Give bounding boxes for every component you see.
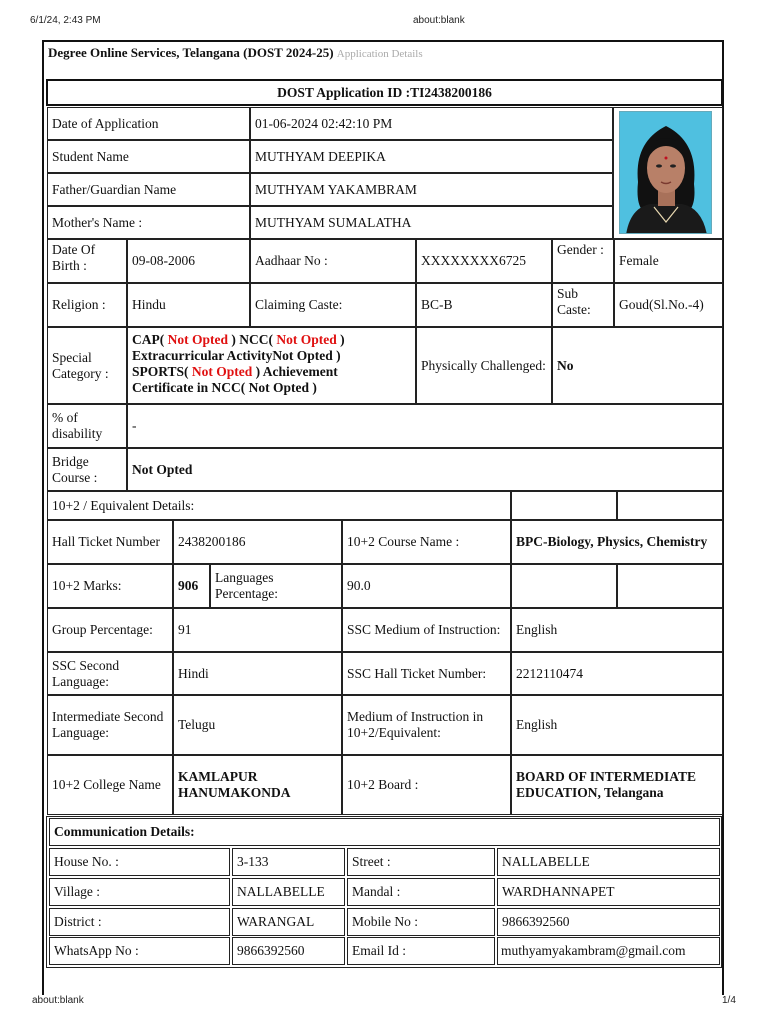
- house-no-value: 3-133: [232, 848, 345, 876]
- gender-label: Gender :: [552, 239, 614, 283]
- board-label: 10+2 Board :: [342, 755, 511, 815]
- aadhaar-value: XXXXXXXX6725: [416, 239, 552, 283]
- empty-cell: [511, 491, 617, 520]
- physically-challenged-label: Physically Challenged:: [416, 327, 552, 404]
- languages-percentage-value: 90.0: [342, 564, 511, 608]
- sub-caste-label: Sub Caste:: [552, 283, 614, 327]
- inter-medium-value: English: [511, 695, 723, 755]
- print-datetime: 6/1/24, 2:43 PM: [30, 15, 101, 26]
- college-name-label: 10+2 College Name: [47, 755, 173, 815]
- page-subtitle: Application Details: [336, 48, 423, 60]
- religion-label: Religion :: [47, 283, 127, 327]
- application-id: DOST Application ID :TI2438200186: [46, 79, 723, 106]
- college-name-value: KAMLAPUR HANUMAKONDA: [173, 755, 342, 815]
- marks-label: 10+2 Marks:: [47, 564, 173, 608]
- disability-label: % of disability: [47, 404, 127, 448]
- dob-label: Date Of Birth :: [47, 239, 127, 283]
- page-title: Degree Online Services, Telangana (DOST 2024-25) Application Details: [48, 45, 423, 60]
- inter-second-language-label: Intermediate Second Language:: [47, 695, 173, 755]
- languages-percentage-label: Languages Percentage:: [210, 564, 342, 608]
- course-name-label: 10+2 Course Name :: [342, 520, 511, 564]
- group-percentage-value: 91: [173, 608, 342, 652]
- street-value: NALLABELLE: [497, 848, 720, 876]
- bridge-course-value: Not Opted: [127, 448, 723, 491]
- print-footer: [0, 995, 768, 1011]
- mother-name-label: Mother's Name :: [47, 206, 250, 239]
- student-name-value: MUTHYAM DEEPIKA: [250, 140, 613, 173]
- bridge-course-label: Bridge Course :: [47, 448, 127, 491]
- date-of-application-value: 01-06-2024 02:42:10 PM: [250, 107, 613, 140]
- student-photo-image: [620, 112, 712, 234]
- whatsapp-label: WhatsApp No :: [49, 937, 230, 965]
- mobile-value: 9866392560: [497, 908, 720, 936]
- aadhaar-label: Aadhaar No :: [250, 239, 416, 283]
- special-category-value: CAP( Not Opted ) NCC( Not Opted ) Extracurricular ActivityNot Opted ) SPORTS( Not Opted ) Achievement Certificate in NCC( Not Opted ): [127, 327, 416, 404]
- hall-ticket-label: Hall Ticket Number: [47, 520, 173, 564]
- empty-cell: [617, 564, 723, 608]
- inter-second-language-value: Telugu: [173, 695, 342, 755]
- student-name-label: Student Name: [47, 140, 250, 173]
- mobile-label: Mobile No :: [347, 908, 495, 936]
- father-name-value: MUTHYAM YAKAMBRAM: [250, 173, 613, 206]
- empty-cell: [617, 491, 723, 520]
- village-label: Village :: [49, 878, 230, 906]
- hall-ticket-value: 2438200186: [173, 520, 342, 564]
- ssc-medium-value: English: [511, 608, 723, 652]
- mandal-label: Mandal :: [347, 878, 495, 906]
- district-value: WARANGAL: [232, 908, 345, 936]
- house-no-label: House No. :: [49, 848, 230, 876]
- inter-medium-label: Medium of Instruction in 10+2/Equivalent:: [342, 695, 511, 755]
- district-label: District :: [49, 908, 230, 936]
- print-header: [0, 15, 768, 31]
- course-name-value: BPC-Biology, Physics, Chemistry: [511, 520, 723, 564]
- ssc-second-language-value: Hindi: [173, 652, 342, 695]
- disability-value: -: [127, 404, 723, 448]
- ssc-second-language-label: SSC Second Language:: [47, 652, 173, 695]
- religion-value: Hindu: [127, 283, 250, 327]
- print-url: about:blank: [413, 15, 465, 26]
- cap-status: Not Opted: [167, 332, 228, 347]
- print-footer-url: about:blank: [32, 995, 84, 1006]
- ssc-hall-ticket-value: 2212110474: [511, 652, 723, 695]
- student-photo: [619, 111, 712, 234]
- ncc-status: Not Opted: [276, 332, 337, 347]
- date-of-application-label: Date of Application: [47, 107, 250, 140]
- father-name-label: Father/Guardian Name: [47, 173, 250, 206]
- physically-challenged-value: No: [552, 327, 723, 404]
- communication-section-title: Communication Details:: [49, 818, 720, 846]
- sports-status: Not Opted: [191, 364, 253, 379]
- board-value: BOARD OF INTERMEDIATE EDUCATION, Telangana: [511, 755, 723, 815]
- empty-cell: [511, 564, 617, 608]
- special-category-label: Special Category :: [47, 327, 127, 404]
- mandal-value: WARDHANNAPET: [497, 878, 720, 906]
- ssc-medium-label: SSC Medium of Instruction:: [342, 608, 511, 652]
- email-label: Email Id :: [347, 937, 495, 965]
- village-value: NALLABELLE: [232, 878, 345, 906]
- street-label: Street :: [347, 848, 495, 876]
- sub-caste-value: Goud(Sl.No.-4): [614, 283, 723, 327]
- email-value: muthyamyakambram@gmail.com: [497, 937, 720, 965]
- gender-value: Female: [614, 239, 723, 283]
- whatsapp-value: 9866392560: [232, 937, 345, 965]
- dob-value: 09-08-2006: [127, 239, 250, 283]
- ssc-hall-ticket-label: SSC Hall Ticket Number:: [342, 652, 511, 695]
- mother-name-value: MUTHYAM SUMALATHA: [250, 206, 613, 239]
- intermediate-section-title: 10+2 / Equivalent Details:: [47, 491, 511, 520]
- group-percentage-label: Group Percentage:: [47, 608, 173, 652]
- page-count: 1/4: [722, 995, 736, 1006]
- claiming-caste-value: BC-B: [416, 283, 552, 327]
- claiming-caste-label: Claiming Caste:: [250, 283, 416, 327]
- marks-value: 906: [173, 564, 210, 608]
